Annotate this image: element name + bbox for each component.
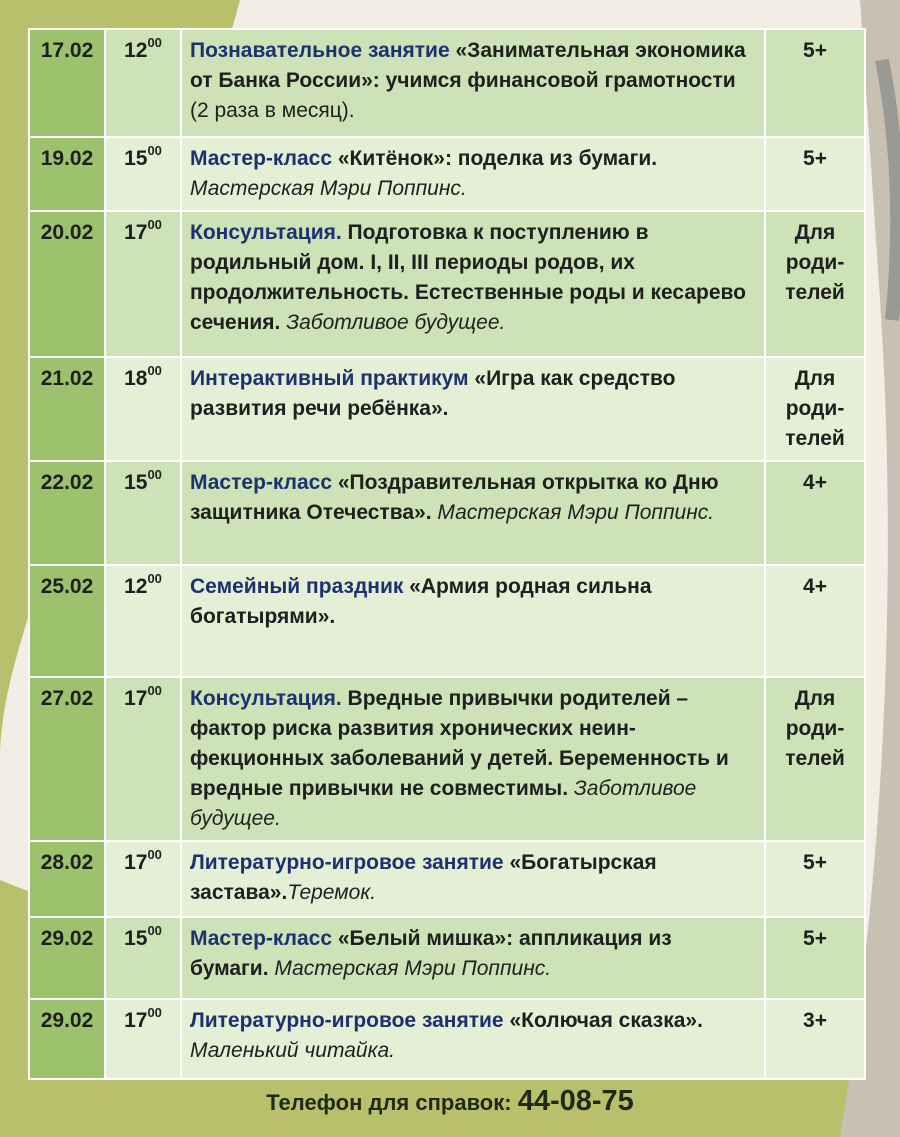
event-type: Консультация. <box>190 221 342 244</box>
schedule-body <box>29 29 865 1079</box>
schedule-row <box>29 137 865 211</box>
event-minutes: 00 <box>147 923 162 938</box>
event-hour: 15 <box>124 147 148 170</box>
event-age: Для родителей <box>765 357 865 461</box>
schedule-row <box>29 841 865 917</box>
event-minutes: 00 <box>147 35 162 50</box>
event-date: 27.02 <box>29 677 105 841</box>
schedule-row <box>29 211 865 357</box>
event-description <box>181 917 765 999</box>
schedule-row <box>29 29 865 137</box>
schedule-row <box>29 357 865 461</box>
schedule-table <box>28 28 866 1080</box>
event-hour: 18 <box>124 367 148 390</box>
event-age: 4+ <box>765 565 865 677</box>
event-age: 5+ <box>765 917 865 999</box>
event-time <box>105 357 181 461</box>
event-description <box>181 565 765 677</box>
event-title: «Белый мишка»: аппликация из бумаги. <box>190 927 672 980</box>
schedule-row <box>29 565 865 677</box>
event-minutes: 00 <box>147 217 162 232</box>
event-title: «Игра как средство развития речи ребёнка». <box>190 367 676 420</box>
event-hour: 17 <box>124 687 148 710</box>
event-description <box>181 29 765 137</box>
event-minutes: 00 <box>147 683 162 698</box>
event-date: 22.02 <box>29 461 105 565</box>
event-hour: 17 <box>124 851 148 874</box>
event-age: 5+ <box>765 137 865 211</box>
event-title: «Богатырская застава». <box>190 851 657 904</box>
event-age: 3+ <box>765 999 865 1079</box>
event-title: «Армия родная сильна богатырями». <box>190 575 652 628</box>
event-date: 25.02 <box>29 565 105 677</box>
event-date: 17.02 <box>29 29 105 137</box>
event-time <box>105 461 181 565</box>
event-description <box>181 461 765 565</box>
event-location: Мастерская Мэри Поппинс. <box>190 177 467 200</box>
schedule-row <box>29 917 865 999</box>
schedule-row <box>29 461 865 565</box>
event-date: 19.02 <box>29 137 105 211</box>
event-location: Заботливое будущее. <box>286 311 506 334</box>
event-description <box>181 999 765 1079</box>
event-age: Для родителей <box>765 677 865 841</box>
event-location: Заботливое будущее. <box>190 777 697 830</box>
event-type: Познавательное занятие <box>190 39 450 62</box>
event-hour: 15 <box>124 471 148 494</box>
event-hour: 15 <box>124 927 148 950</box>
event-date: 28.02 <box>29 841 105 917</box>
event-type: Мастер-класс <box>190 927 333 950</box>
event-date: 29.02 <box>29 917 105 999</box>
event-time <box>105 841 181 917</box>
event-hour: 12 <box>124 39 148 62</box>
event-description <box>181 211 765 357</box>
phone-footer <box>0 1085 900 1118</box>
event-time <box>105 565 181 677</box>
event-age: 5+ <box>765 841 865 917</box>
schedule-row <box>29 999 865 1079</box>
event-location: Теремок. <box>287 881 377 904</box>
event-time <box>105 29 181 137</box>
event-minutes: 00 <box>147 363 162 378</box>
event-hour: 17 <box>124 1009 148 1032</box>
event-minutes: 00 <box>147 847 162 862</box>
event-location: Маленький читайка. <box>190 1039 395 1062</box>
event-title: «Занимательная экономика от Банка России»: учимся финансовой грамотности <box>190 39 746 92</box>
event-date: 21.02 <box>29 357 105 461</box>
event-time <box>105 917 181 999</box>
event-description <box>181 841 765 917</box>
event-time <box>105 677 181 841</box>
event-minutes: 00 <box>147 571 162 586</box>
event-age: Для родителей <box>765 211 865 357</box>
event-date: 29.02 <box>29 999 105 1079</box>
phone-number[interactable]: 44-08-75 <box>517 1085 634 1117</box>
event-time <box>105 211 181 357</box>
event-age: 5+ <box>765 29 865 137</box>
event-time <box>105 999 181 1079</box>
event-minutes: 00 <box>147 1005 162 1020</box>
event-age: 4+ <box>765 461 865 565</box>
event-time <box>105 137 181 211</box>
event-minutes: 00 <box>147 143 162 158</box>
event-type: Интерактивный практикум <box>190 367 469 390</box>
event-type: Семейный праздник <box>190 575 404 598</box>
schedule-row <box>29 677 865 841</box>
event-type: Мастер-класс <box>190 471 333 494</box>
event-description <box>181 677 765 841</box>
event-type: Консультация. <box>190 687 342 710</box>
event-hour: 17 <box>124 221 148 244</box>
event-type: Литературно-игровое занятие <box>190 851 504 874</box>
event-title: «Поздравительная открытка ко Дню защитника Отечества». <box>190 471 719 524</box>
event-description <box>181 357 765 461</box>
event-type: Мастер-класс <box>190 147 333 170</box>
event-title: «Колючая сказка». <box>503 1009 703 1032</box>
event-location: Мастерская Мэри Поппинс. <box>437 501 715 524</box>
event-location: Мастерская Мэри Поппинс. <box>274 957 552 980</box>
phone-label: Телефон для справок: <box>266 1090 518 1115</box>
event-hour: 12 <box>124 575 148 598</box>
event-minutes: 00 <box>147 467 162 482</box>
event-note: (2 раза в месяц). <box>190 99 355 122</box>
event-title: «Китёнок»: поделка из бумаги. <box>332 147 658 170</box>
event-title: Вредные привычки родителей – фактор риска развития хронических неинфекционных заболеваний у детей. Беременность и вредные привычки не совместимы. <box>190 687 729 800</box>
event-date: 20.02 <box>29 211 105 357</box>
event-type: Литературно-игровое занятие <box>190 1009 504 1032</box>
event-description <box>181 137 765 211</box>
event-title: Подготовка к поступлению в родильный дом. I, II, III периоды родов, их продолжительность. Естественные роды и кесарево сечения. <box>190 221 747 334</box>
